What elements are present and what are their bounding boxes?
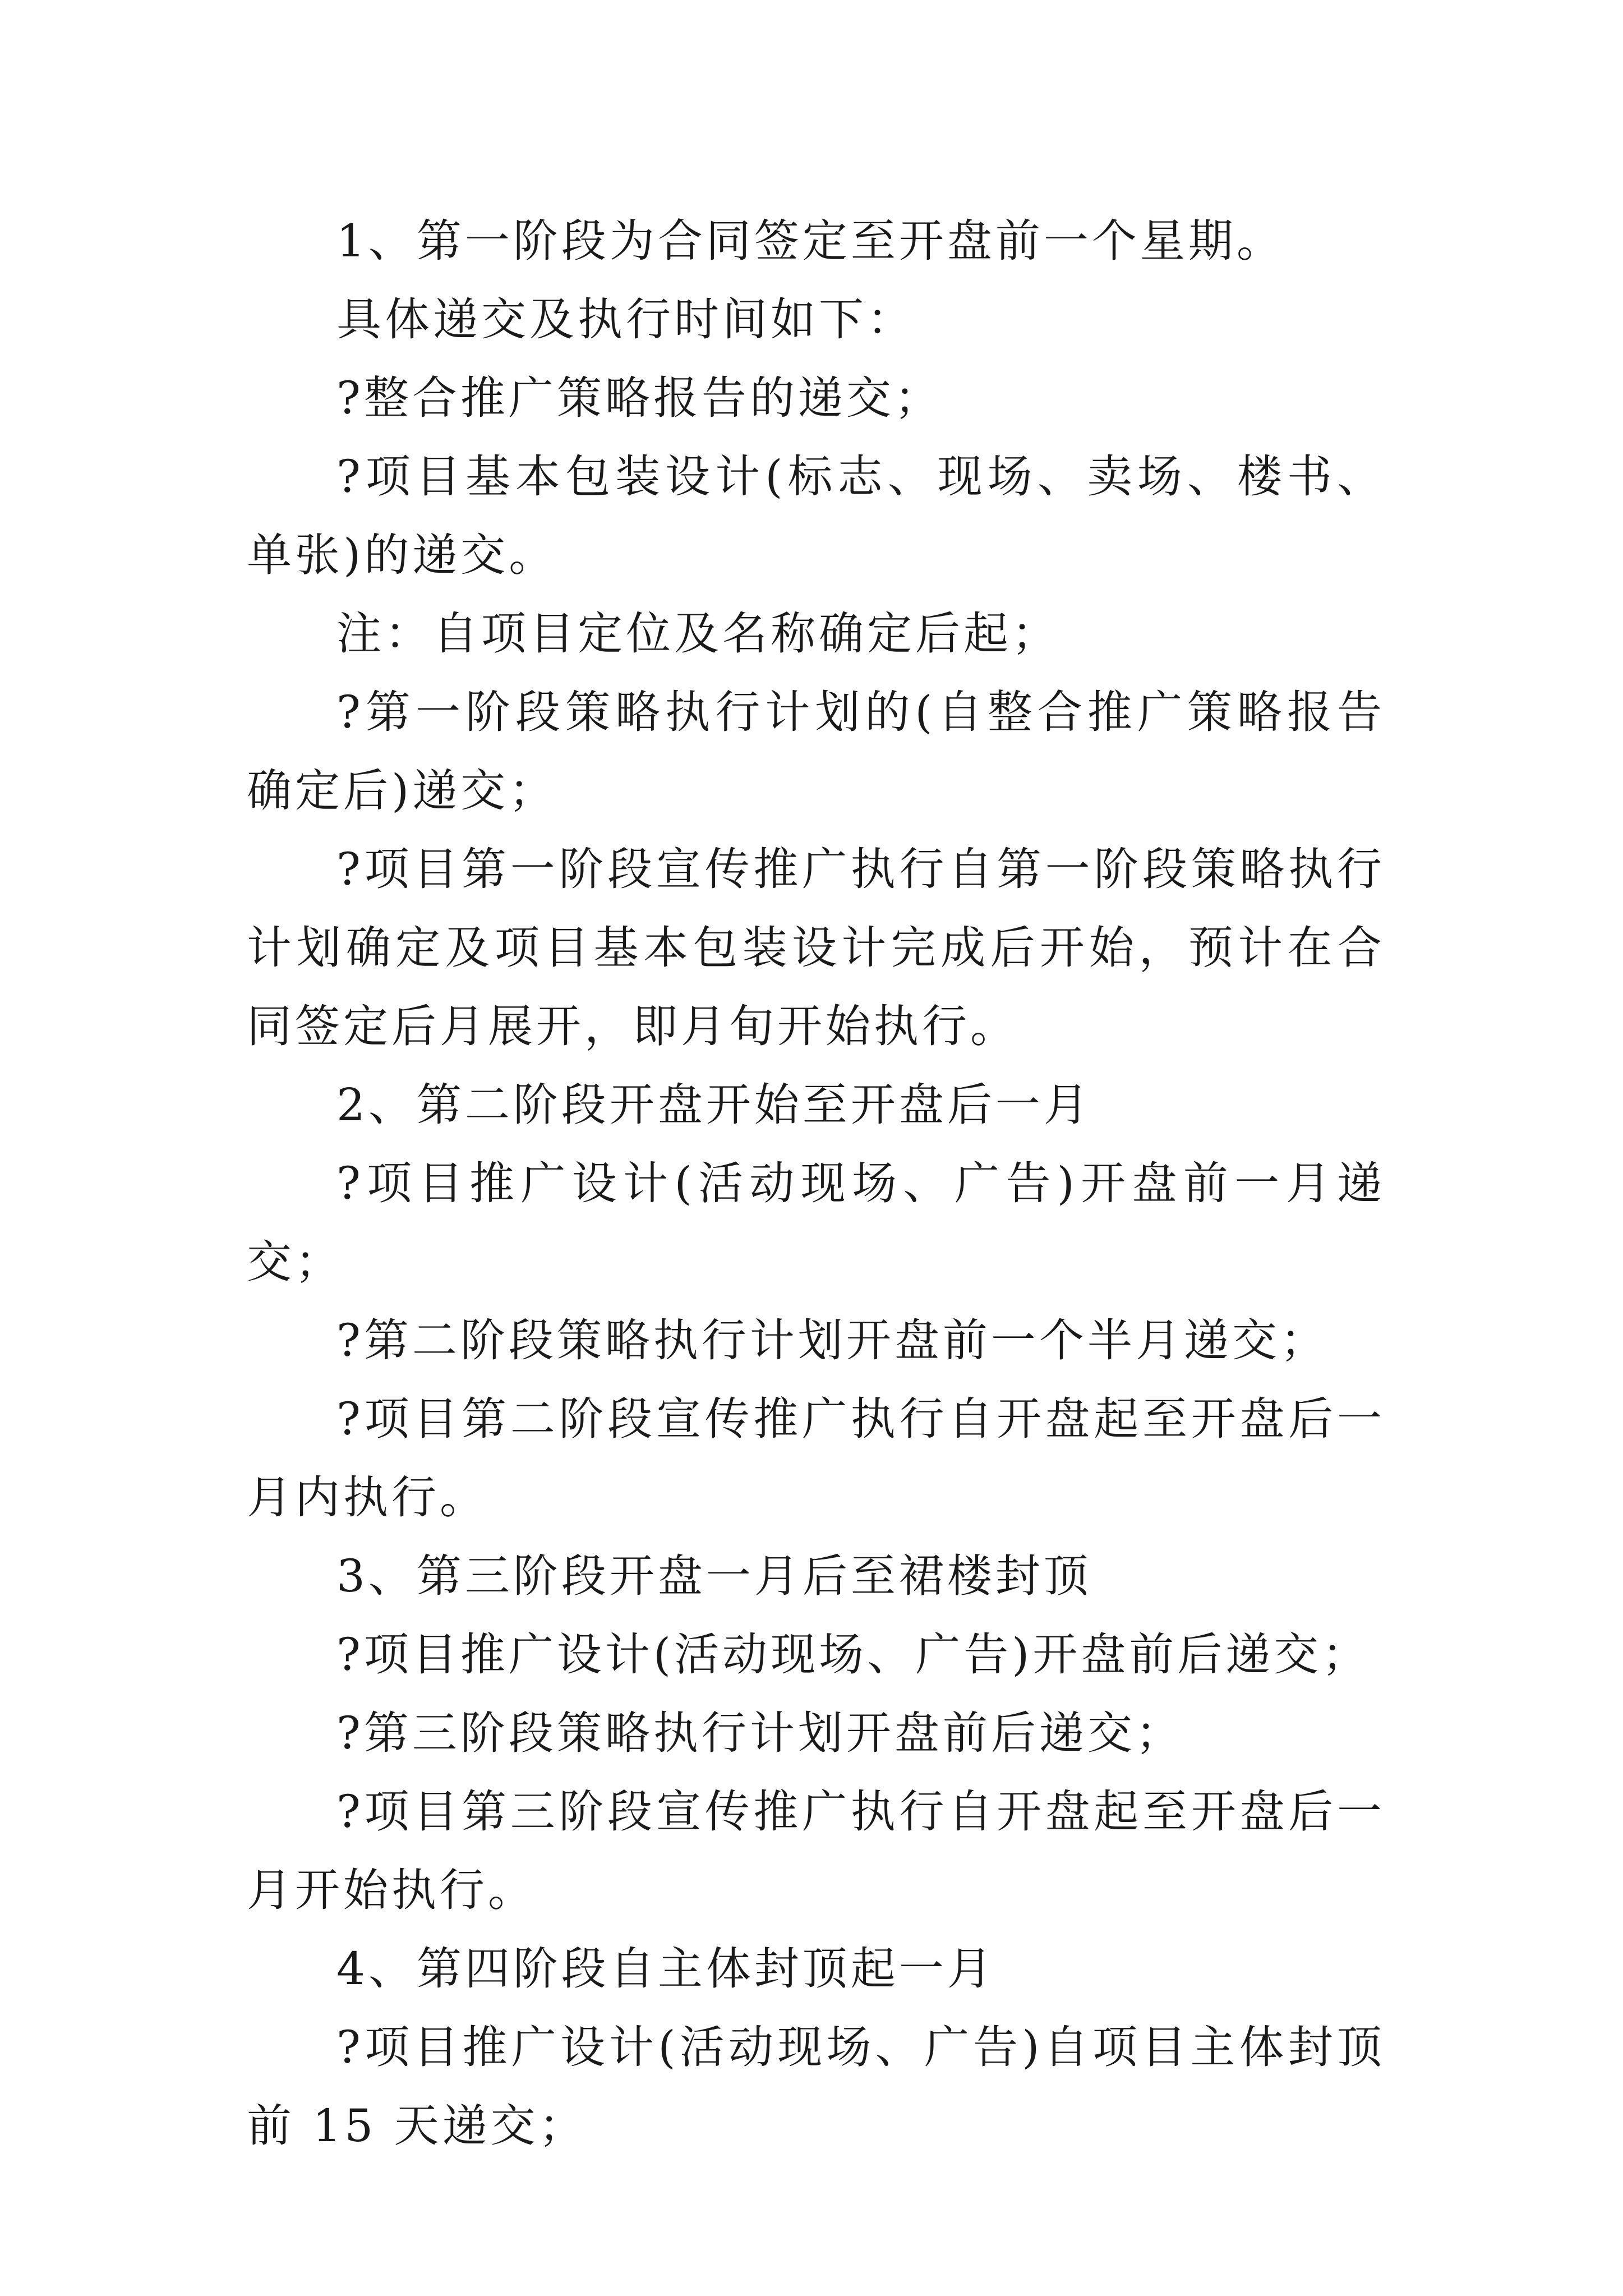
paragraph-note: 注：自项目定位及名称确定后起； [336,608,1060,660]
paragraph-list-item: ?第二阶段策略执行计划开盘前一个半月递交； [336,1314,1329,1366]
paragraph-list-item: ?项目推广设计(活动现场、广告)开盘前一月递交； [247,1157,1385,1288]
document-body [247,202,1385,2165]
paragraph-schedule-intro: 具体递交及执行时间如下： [336,293,915,346]
paragraph-phase-1-heading: 1、第一阶段为合同签定至开盘前一个星期。 [336,215,1285,267]
paragraph-list-item: ?项目基本包装设计(标志、现场、卖场、楼书、单张)的递交。 [247,450,1385,581]
paragraph-list-item: ?第一阶段策略执行计划的(自整合推广策略报告确定后)递交； [247,686,1385,817]
paragraph-list-item: ?项目推广设计(活动现场、广告)开盘前后递交； [336,1628,1371,1681]
paragraph-list-item: ?项目第三阶段宣传推广执行自开盘起至开盘后一月开始执行。 [247,1786,1385,1916]
paragraph-list-item: ?项目推广设计(活动现场、广告)自项目主体封顶前 15 天递交； [247,2021,1385,2152]
paragraph-list-item: ?第三阶段策略执行计划开盘前后递交； [336,1707,1184,1759]
paragraph-list-item: ?项目第一阶段宣传推广执行自第一阶段策略执行计划确定及项目基本包装设计完成后开始，预计在合同签定后月展开，即月旬开始执行。 [247,843,1385,1052]
paragraph-phase-3-heading: 3、第三阶段开盘一月后至裙楼封顶 [336,1550,1092,1602]
paragraph-phase-2-heading: 2、第二阶段开盘开始至开盘后一月 [336,1079,1092,1131]
paragraph-phase-4-heading: 4、第四阶段自主体封顶起一月 [336,1943,995,1995]
paragraph-list-item: ?整合推广策略报告的递交； [336,372,943,424]
paragraph-list-item: ?项目第二阶段宣传推广执行自开盘起至开盘后一月内执行。 [247,1393,1385,1524]
